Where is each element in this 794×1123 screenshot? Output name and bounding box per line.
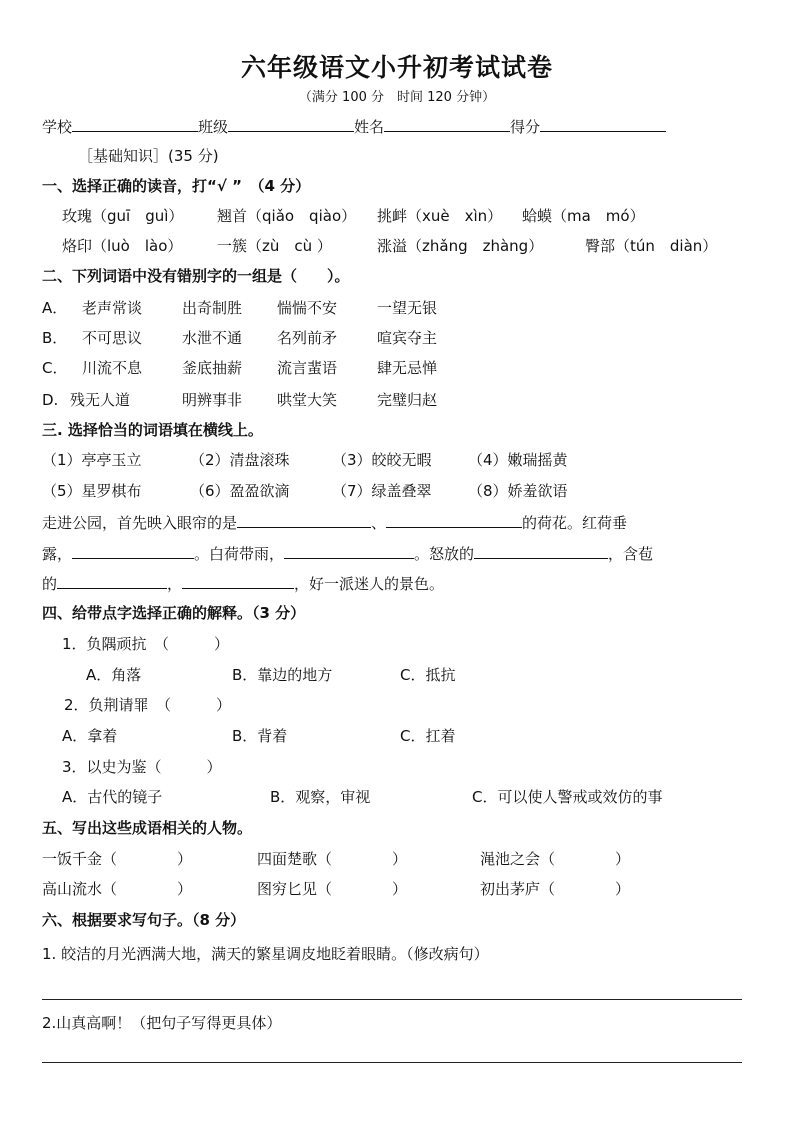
q4-option: A．拿着 <box>62 727 118 745</box>
option-letter: D. <box>42 391 59 409</box>
q3-text: ，含苞 <box>608 545 654 563</box>
word-choice: （5）星罗棋布 <box>42 482 142 500</box>
q4-option: C．扛着 <box>400 727 456 745</box>
q6-heading: 六、根据要求写句子。（8 分） <box>42 911 246 929</box>
q1-item: 一簇（zù cù ） <box>217 237 332 255</box>
q3-words-row1 <box>42 450 568 470</box>
idiom-item: 图穷匕见（ ） <box>257 880 408 898</box>
q5-row2 <box>42 879 630 899</box>
q3-heading: 三. 选择恰当的词语填在横线上。 <box>42 421 263 439</box>
option-letter: B． <box>42 329 68 347</box>
q4-option: C．抵抗 <box>400 666 456 684</box>
word-choice: （8）娇羞欲语 <box>468 482 568 500</box>
option-letter: A． <box>42 299 68 317</box>
q3-text-line3 <box>42 573 444 594</box>
exam-subtitle: （满分 100 分 时间 120 分钟） <box>298 90 496 105</box>
option-word: 名列前矛 <box>277 329 338 347</box>
option-word: 喧宾夺主 <box>377 329 438 347</box>
q3-text-line2 <box>42 543 653 564</box>
q3-text: ，好一派迷人的景色。 <box>294 575 445 593</box>
answer-line[interactable] <box>42 1062 742 1063</box>
fill-blank[interactable] <box>72 543 194 559</box>
q4-option: B．背着 <box>232 727 288 745</box>
q4-heading: 四、给带点字选择正确的解释。（3 分） <box>42 604 306 622</box>
q6-item: 2.山真高啊！（把句子写得更具体） <box>42 1014 282 1032</box>
q3-text: 、 <box>371 514 387 532</box>
option-word: 水泄不通 <box>182 329 243 347</box>
school-blank[interactable] <box>72 116 198 132</box>
q4-options <box>62 726 455 746</box>
option-word: 出奇制胜 <box>182 299 243 317</box>
q4-options <box>86 665 455 685</box>
q4-option: A．古代的镜子 <box>62 788 163 806</box>
answer-line[interactable] <box>42 999 742 1000</box>
idiom-item: 四面楚歌（ ） <box>257 850 408 868</box>
q4-stem: 1．负隅顽抗 （ ） <box>62 635 230 653</box>
q4-stem: 2．负荆请罪 （ ） <box>64 696 232 714</box>
option-word: 惴惴不安 <box>277 299 338 317</box>
q3-text: ， <box>167 575 183 593</box>
name-blank[interactable] <box>384 116 510 132</box>
option-word: 完璧归赵 <box>377 391 438 409</box>
option-word: 不可思议 <box>82 329 143 347</box>
option-word: 明辨事非 <box>182 391 243 409</box>
q1-item: 翘首（qiǎo qiào） <box>217 207 357 225</box>
score-blank[interactable] <box>540 116 666 132</box>
option-word: 川流不息 <box>82 359 143 377</box>
class-label: 班级 <box>198 118 229 136</box>
q3-text: 。白荷带雨， <box>194 545 285 563</box>
word-choice: （1）亭亭玉立 <box>42 451 142 469</box>
q3-text-line1 <box>42 512 627 533</box>
exam-title: 六年级语文小升初考试试卷 <box>240 53 553 82</box>
q1-item: 臀部（tún diàn） <box>585 237 718 255</box>
part-heading: ［基础知识］(35 分) <box>78 147 219 165</box>
idiom-item: 一饭千金（ ） <box>42 850 193 868</box>
q1-heading: 一、选择正确的读音，打“√ ” （4 分） <box>42 177 311 195</box>
q4-options <box>62 787 662 807</box>
q2-option <box>42 390 437 410</box>
word-choice: （6）盈盈欲滴 <box>190 482 290 500</box>
option-word: 釜底抽薪 <box>182 359 243 377</box>
q3-text: 的荷花。红荷垂 <box>522 514 628 532</box>
fill-blank[interactable] <box>284 543 414 559</box>
q2-option <box>42 328 437 348</box>
q3-words-row2 <box>42 481 568 501</box>
idiom-item: 高山流水（ ） <box>42 880 193 898</box>
fill-blank[interactable] <box>237 512 371 528</box>
class-blank[interactable] <box>228 116 354 132</box>
q1-item: 涨溢（zhǎng zhàng） <box>377 237 544 255</box>
idiom-item: 初出茅庐（ ） <box>480 880 631 898</box>
word-choice: （4）嫩瑞摇黄 <box>468 451 568 469</box>
score-label: 得分 <box>510 118 541 136</box>
option-word: 一望无银 <box>377 299 438 317</box>
q4-option: C．可以使人警戒或效仿的事 <box>472 788 663 806</box>
fill-blank[interactable] <box>474 543 608 559</box>
fill-blank[interactable] <box>386 512 522 528</box>
q6-item: 1. 皎洁的月光洒满大地，满天的繁星调皮地眨着眼睛。（修改病句） <box>42 945 489 963</box>
q4-option: A．角落 <box>86 666 142 684</box>
q3-text: 露， <box>42 545 73 563</box>
fill-blank[interactable] <box>182 573 294 589</box>
q3-text: 的 <box>42 575 58 593</box>
option-word: 残无人道 <box>70 391 131 409</box>
q5-heading: 五、写出这些成语相关的人物。 <box>42 819 253 837</box>
q3-text: 。怒放的 <box>414 545 475 563</box>
q2-option <box>42 298 437 318</box>
option-word: 老声常谈 <box>82 299 143 317</box>
option-letter: C． <box>42 359 68 377</box>
option-word: 哄堂大笑 <box>277 391 338 409</box>
idiom-item: 渑池之会（ ） <box>480 850 631 868</box>
q1-row1 <box>62 206 645 226</box>
q5-row1 <box>42 849 630 869</box>
student-info-line <box>42 116 666 137</box>
fill-blank[interactable] <box>57 573 167 589</box>
option-word: 肆无忌惮 <box>377 359 438 377</box>
q1-item: 烙印（luò lào） <box>62 237 183 255</box>
option-word: 流言蜚语 <box>277 359 338 377</box>
q4-option: B．靠边的地方 <box>232 666 333 684</box>
q1-item: 挑衅（xuè xìn） <box>377 207 503 225</box>
word-choice: （7）绿盖叠翠 <box>332 482 432 500</box>
name-label: 姓名 <box>354 118 385 136</box>
q1-item: 玫瑰（guī guì） <box>62 207 184 225</box>
school-label: 学校 <box>42 118 73 136</box>
q1-item: 蛤蟆（ma mó） <box>522 207 645 225</box>
word-choice: （3）皎皎无暇 <box>332 451 432 469</box>
q2-option <box>42 358 437 378</box>
q4-option: B．观察，审视 <box>270 788 371 806</box>
q4-stem: 3．以史为鉴（ ） <box>62 758 222 776</box>
q1-row2 <box>62 236 717 256</box>
word-choice: （2）清盘滚珠 <box>190 451 290 469</box>
q3-text: 走进公园，首先映入眼帘的是 <box>42 514 238 532</box>
q2-heading: 二、下列词语中没有错别字的一组是（ ）。 <box>42 267 350 285</box>
